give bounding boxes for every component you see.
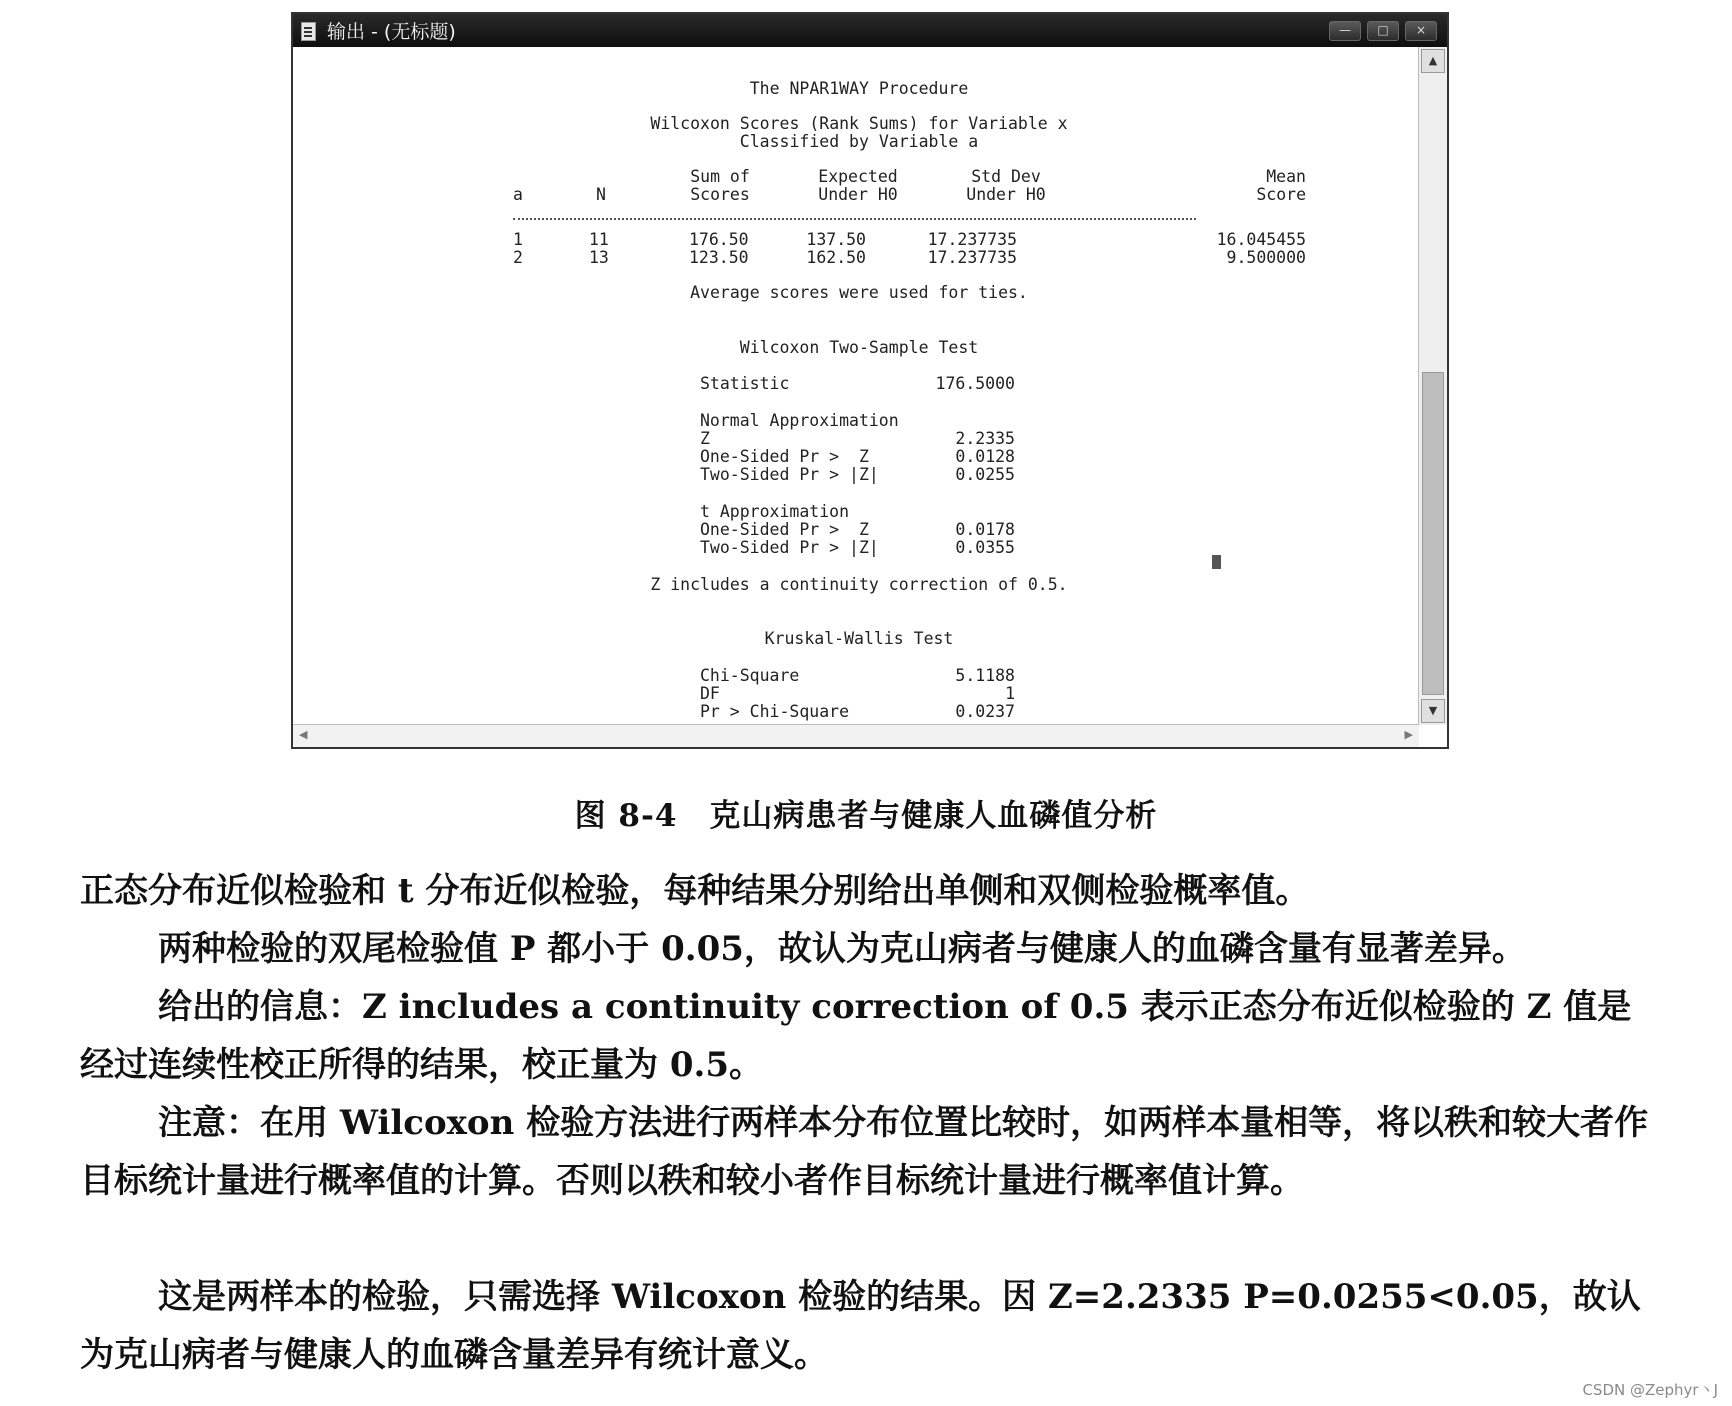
figure-caption: 图 8-4 克山病患者与健康人血磷值分析 (574, 798, 1158, 834)
scroll-thumb[interactable] (1422, 372, 1444, 695)
statistic-label: Statistic (700, 374, 790, 393)
window-title: 输出 - (无标题) (327, 21, 456, 43)
scroll-right-icon[interactable]: ▶ (1404, 728, 1413, 741)
wilcoxon-scores-title: Wilcoxon Scores (Rank Sums) for Variable x (650, 114, 1068, 133)
t-approx-title: t Approximation (700, 502, 850, 521)
normal-approx-title: Normal Approximation (700, 411, 899, 430)
ties-note: Average scores were used for ties. (690, 283, 1028, 302)
two-sample-title: Wilcoxon Two-Sample Test (739, 338, 979, 357)
row1-a: 1 (513, 230, 523, 249)
header-stddev-1: Std Dev (971, 167, 1041, 186)
normal-one-sided-value: 0.0128 (955, 447, 1015, 466)
kw-title: Kruskal-Wallis Test (764, 629, 954, 648)
normal-two-sided-value: 0.0255 (955, 465, 1015, 484)
row1-stddev: 17.237735 (927, 230, 1017, 249)
normal-z-value: 2.2335 (955, 429, 1015, 448)
row2-a: 2 (513, 248, 523, 267)
header-expected-1: Expected (818, 167, 898, 186)
t-one-sided-label: One-Sided Pr > Z (700, 520, 869, 539)
paragraph-1: 正态分布近似检验和 t 分布近似检验，每种结果分别给出单侧和双侧检验概率值。 (80, 871, 1310, 911)
header-a: a (513, 185, 523, 204)
output-window (291, 12, 1449, 749)
document-icon (299, 21, 319, 41)
header-mean-1: Mean (1266, 167, 1306, 186)
header-sum-1: Sum of (690, 167, 750, 186)
header-expected-2: Under H0 (818, 185, 898, 204)
t-one-sided-value: 0.0178 (955, 520, 1015, 539)
row1-sum: 176.50 (689, 230, 749, 249)
watermark: CSDN @Zephyr丶J (1582, 1381, 1718, 1399)
header-sum-2: Scores (690, 185, 750, 204)
row1-n: 11 (589, 230, 609, 249)
kw-df-label: DF (700, 684, 720, 703)
window-controls (1329, 21, 1437, 41)
row2-stddev: 17.237735 (927, 248, 1017, 267)
window-titlebar[interactable] (293, 14, 1447, 47)
row2-n: 13 (589, 248, 609, 267)
maximize-button[interactable]: □ (1367, 21, 1399, 41)
continuity-note: Z includes a continuity correction of 0.5. (650, 575, 1068, 594)
kw-pr-value: 0.0237 (955, 702, 1015, 721)
kw-pr-label: Pr > Chi-Square (700, 702, 850, 721)
normal-two-sided-label: Two-Sided Pr > |Z| (700, 465, 879, 484)
row2-mean: 9.500000 (1226, 248, 1306, 267)
paragraph-3: 给出的信息：Z includes a continuity correction of 0.5 表示正态分布近似检验的 Z 值是经过连续性校正所得的结果，校正量为 0.5。 (80, 987, 1632, 1085)
scroll-down-icon[interactable]: ▼ (1421, 699, 1445, 723)
statistic-value: 176.5000 (935, 374, 1015, 393)
minimize-button[interactable]: — (1329, 21, 1361, 41)
row2-expected: 162.50 (806, 248, 866, 267)
normal-z-label: Z (700, 429, 710, 448)
scroll-up-icon[interactable]: ▲ (1421, 49, 1445, 73)
paragraph-4: 注意：在用 Wilcoxon 检验方法进行两样本分布位置比较时，如两样本量相等，将以秩和较大者作目标统计量进行概率值的计算。否则以秩和较小者作目标统计量进行概率值计算。 (80, 1103, 1649, 1201)
normal-one-sided-label: One-Sided Pr > Z (700, 447, 869, 466)
procedure-title: The NPAR1WAY Procedure (749, 79, 969, 98)
horizontal-scrollbar[interactable] (293, 724, 1419, 747)
classified-by: Classified by Variable a (739, 132, 979, 151)
vertical-scrollbar[interactable] (1418, 47, 1447, 725)
kw-chisq-value: 5.1188 (955, 666, 1015, 685)
header-n: N (596, 185, 606, 204)
row1-expected: 137.50 (806, 230, 866, 249)
kw-df-value: 1 (1005, 684, 1015, 703)
t-two-sided-value: 0.0355 (955, 538, 1015, 557)
text-cursor (1212, 555, 1221, 569)
header-mean-2: Score (1256, 185, 1306, 204)
close-button[interactable]: × (1405, 21, 1437, 41)
header-stddev-2: Under H0 (966, 185, 1046, 204)
row1-mean: 16.045455 (1216, 230, 1306, 249)
paragraph-5: 这是两样本的检验，只需选择 Wilcoxon 检验的结果。因 Z=2.2335 P=0.0255<0.05，故认为克山病者与健康人的血磷含量差异有统计意义。 (80, 1277, 1641, 1375)
output-content (293, 47, 1419, 725)
row2-sum: 123.50 (689, 248, 749, 267)
scroll-left-icon[interactable]: ◀ (299, 728, 308, 741)
t-two-sided-label: Two-Sided Pr > |Z| (700, 538, 879, 557)
paragraph-2: 两种检验的双尾检验值 P 都小于 0.05，故认为克山病者与健康人的血磷含量有显著差异。 (158, 929, 1526, 969)
table-rule (513, 218, 1196, 220)
kw-chisq-label: Chi-Square (700, 666, 800, 685)
